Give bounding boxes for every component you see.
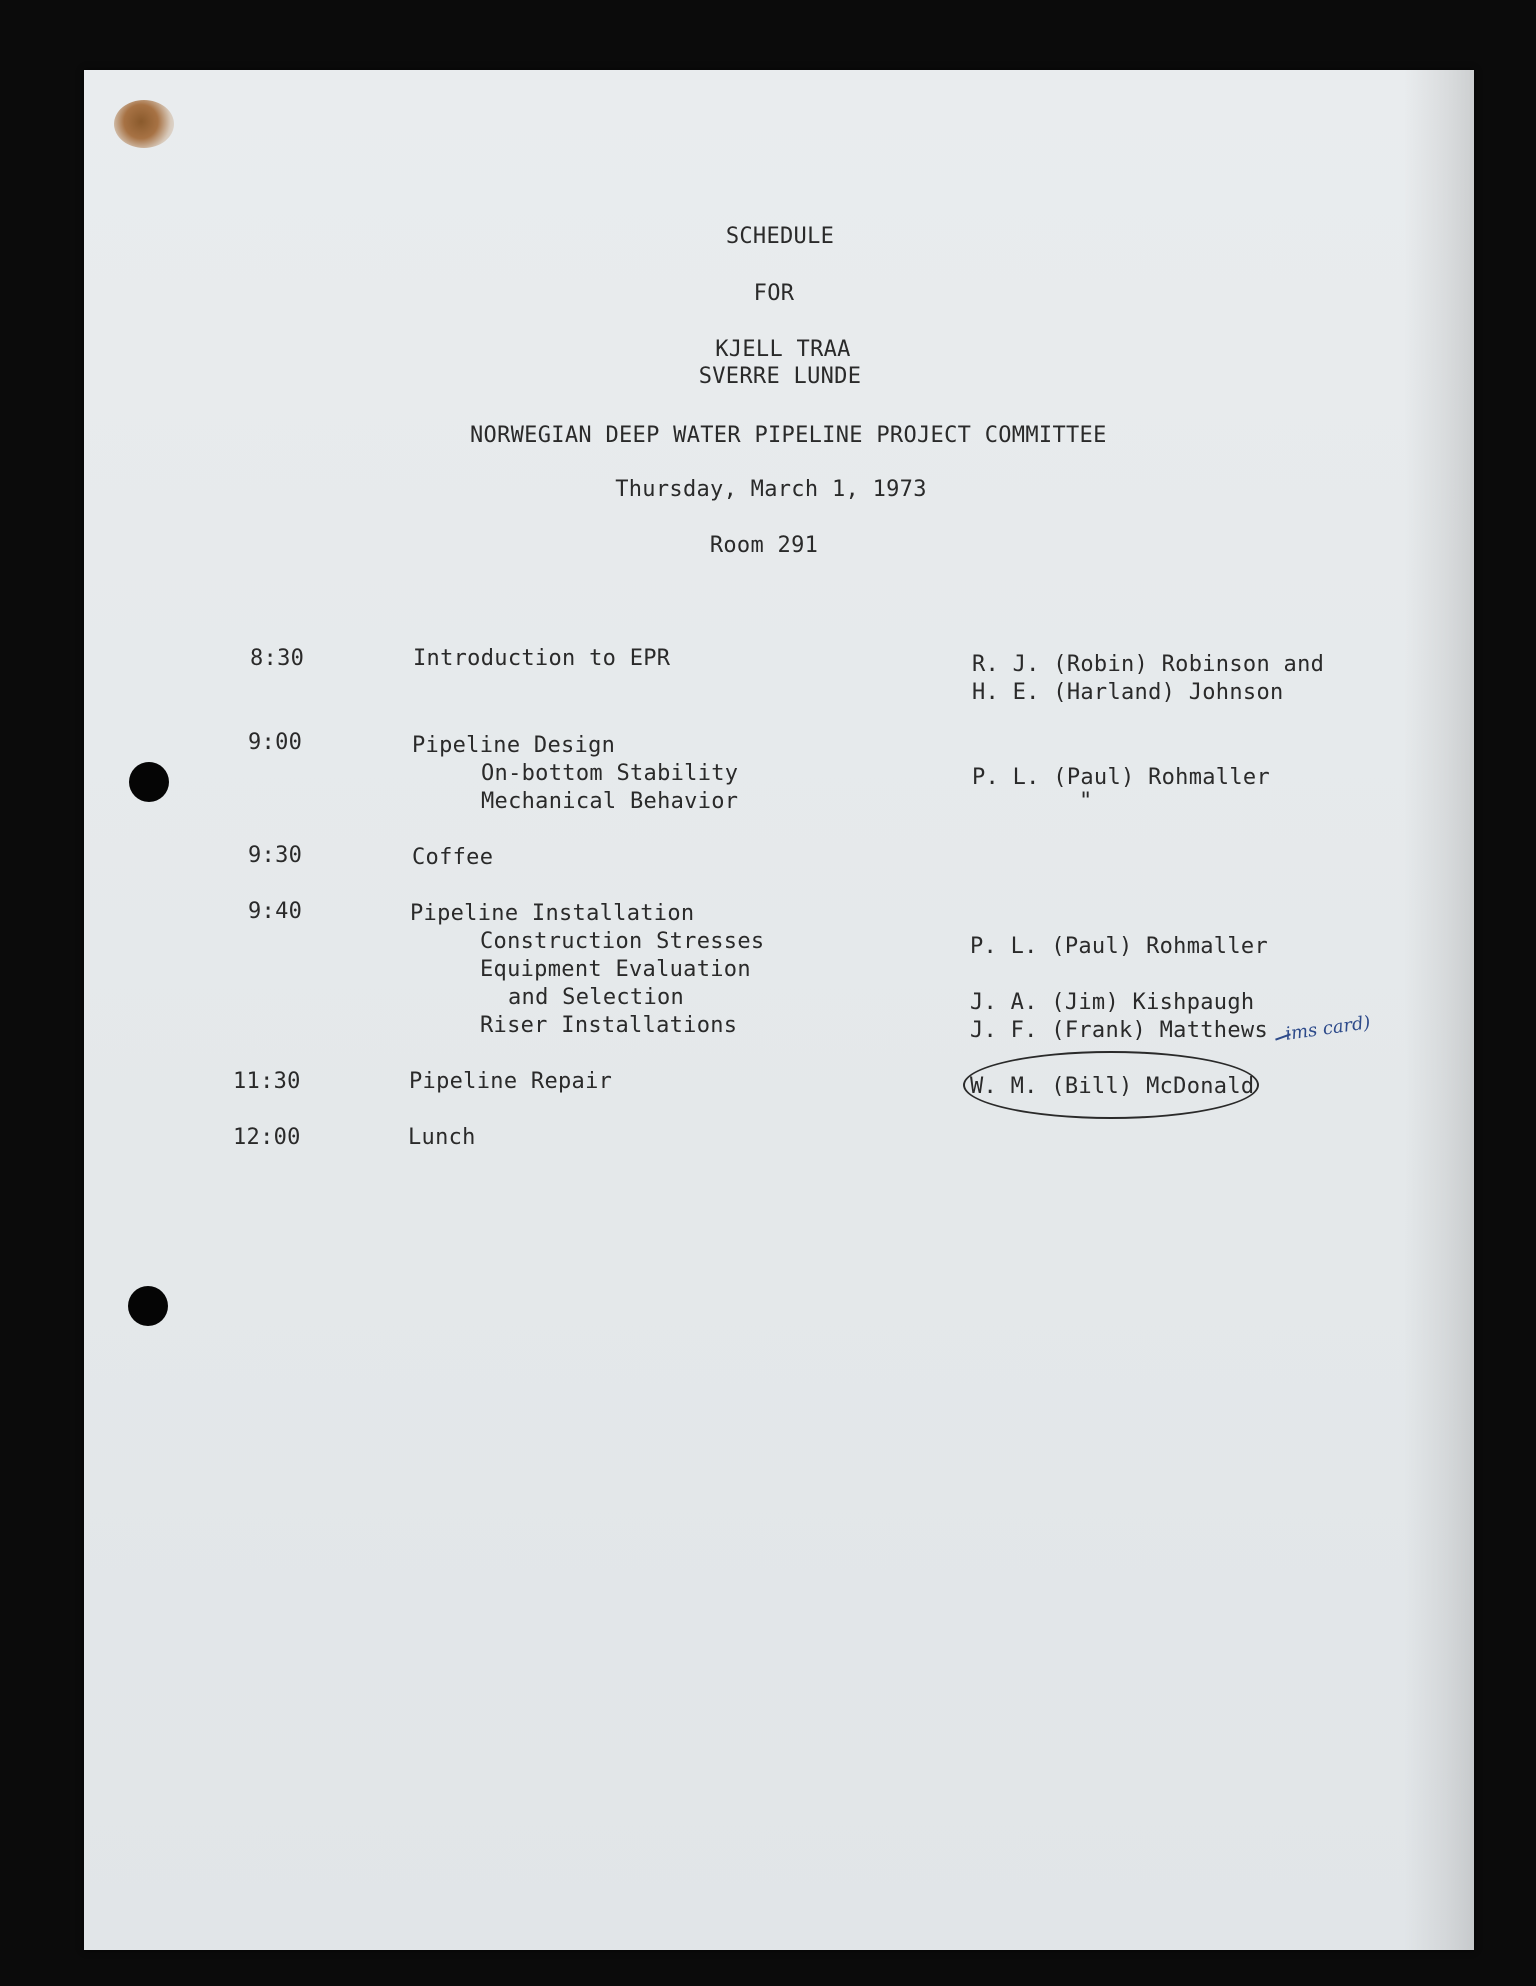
guest-name-2: SVERRE LUNDE xyxy=(698,364,862,389)
ditto-mark: " xyxy=(1079,789,1093,814)
committee-name: NORWEGIAN DEEP WATER PIPELINE PROJECT COMMITTEE xyxy=(470,423,1107,448)
paper-edge-shadow xyxy=(1404,70,1474,1950)
topic-coffee: Coffee xyxy=(412,845,494,870)
topic-pipeline-design: Pipeline Design xyxy=(412,733,616,758)
subtopic-selection: and Selection xyxy=(508,985,685,1010)
speaker-johnson: H. E. (Harland) Johnson xyxy=(972,680,1284,705)
meeting-date: Thursday, March 1, 1973 xyxy=(615,477,927,502)
subtopic-mechanical: Mechanical Behavior xyxy=(481,789,739,814)
time-1130: 11:30 xyxy=(233,1069,301,1094)
schedule-title: SCHEDULE xyxy=(725,224,835,249)
topic-lunch: Lunch xyxy=(408,1125,476,1150)
topic-pipeline-repair: Pipeline Repair xyxy=(409,1069,613,1094)
subtopic-construction: Construction Stresses xyxy=(480,929,765,954)
guest-name-1: KJELL TRAA xyxy=(715,337,851,362)
time-0900: 9:00 xyxy=(248,730,303,755)
speaker-rohmaller-1: P. L. (Paul) Rohmaller xyxy=(972,765,1270,790)
punch-hole-bottom xyxy=(128,1286,168,1326)
for-label: FOR xyxy=(753,281,795,306)
topic-pipeline-installation: Pipeline Installation xyxy=(410,901,695,926)
subtopic-equipment: Equipment Evaluation xyxy=(480,957,751,982)
time-0930: 9:30 xyxy=(248,843,303,868)
time-0940: 9:40 xyxy=(248,899,303,924)
speaker-kishpaugh: J. A. (Jim) Kishpaugh xyxy=(970,990,1255,1015)
time-0830: 8:30 xyxy=(250,646,305,671)
speaker-mcdonald: W. M. (Bill) McDonald xyxy=(970,1074,1255,1099)
topic-intro: Introduction to EPR xyxy=(413,646,671,671)
speaker-rohmaller-2: P. L. (Paul) Rohmaller xyxy=(970,934,1268,959)
subtopic-riser: Riser Installations xyxy=(480,1013,738,1038)
handwritten-circle xyxy=(963,1051,1259,1119)
meeting-room: Room 291 xyxy=(709,533,819,558)
rust-stain xyxy=(114,100,174,148)
time-1200: 12:00 xyxy=(233,1125,301,1150)
subtopic-stability: On-bottom Stability xyxy=(481,761,739,786)
speaker-robinson: R. J. (Robin) Robinson and xyxy=(972,652,1325,677)
speaker-matthews: J. F. (Frank) Matthews xyxy=(970,1018,1268,1043)
punch-hole-top xyxy=(129,762,169,802)
handwritten-annotation: ims card) xyxy=(1283,1012,1372,1045)
